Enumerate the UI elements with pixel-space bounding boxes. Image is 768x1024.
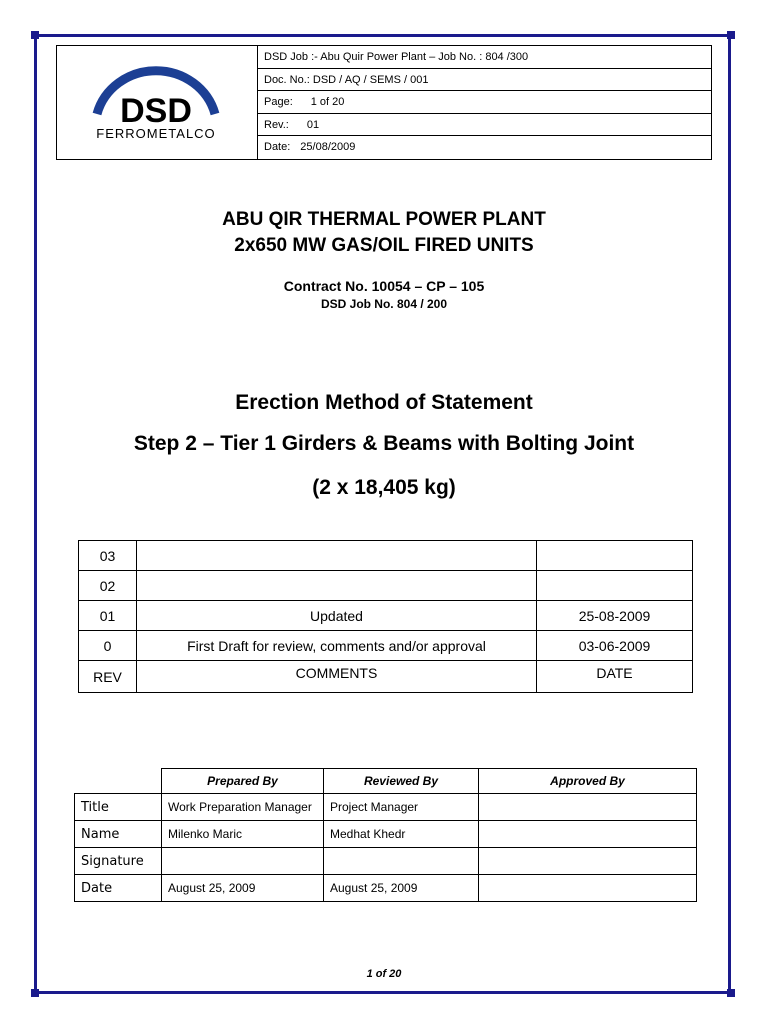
document-title: Erection Method of Statement <box>235 391 533 414</box>
corner-mark <box>727 31 735 39</box>
document-weight: (2 x 18,405 kg) <box>312 476 456 499</box>
header-page: Page: 1 of 20 <box>258 91 711 114</box>
header-date: Date: 25/08/2009 <box>264 141 356 154</box>
contract-number: Contract No. 10054 – CP – 105 <box>283 278 485 294</box>
header-rev: Rev.: 01 <box>258 114 711 137</box>
dsd-logo <box>57 46 257 159</box>
corner-mark <box>31 31 39 39</box>
header-doc-no: Doc. No.: DSD / AQ / SEMS / 001 <box>258 69 711 92</box>
table-row: 03 <box>79 541 693 571</box>
table-row: 02 <box>79 571 693 601</box>
project-title: ABU QIR THERMAL POWER PLANT <box>222 209 546 230</box>
header-info <box>258 46 711 159</box>
logo-cell <box>57 46 258 159</box>
project-subtitle: 2x650 MW GAS/OIL FIRED UNITS <box>234 235 534 256</box>
approval-table <box>74 768 697 902</box>
table-row: Signature <box>75 848 697 875</box>
logo-subtext: FERROMETALCO <box>96 126 216 141</box>
table-header-row: REV COMMENTS DATE <box>79 661 693 693</box>
header-job: DSD Job :- Abu Quir Power Plant – Job No. : 804 /300 <box>258 46 711 69</box>
corner-mark <box>727 989 735 997</box>
revision-table <box>78 540 693 693</box>
table-header-row: Prepared By Reviewed By Approved By <box>75 769 697 794</box>
page-number: 1 of 20 <box>366 968 402 980</box>
table-row: 0 First Draft for review, comments and/or approval 03-06-2009 <box>79 631 693 661</box>
table-row: Title Work Preparation Manager Project Manager <box>75 794 697 821</box>
table-row: Name Milenko Maric Medhat Khedr <box>75 821 697 848</box>
document-step: Step 2 – Tier 1 Girders & Beams with Bolting Joint <box>133 432 635 455</box>
dsd-job-number: DSD Job No. 804 / 200 <box>320 297 448 311</box>
table-row: 01 Updated 25-08-2009 <box>79 601 693 631</box>
logo-text: DSD <box>120 92 192 130</box>
corner-mark <box>31 989 39 997</box>
table-row: Date August 25, 2009 August 25, 2009 <box>75 875 697 902</box>
document-header <box>56 45 712 160</box>
